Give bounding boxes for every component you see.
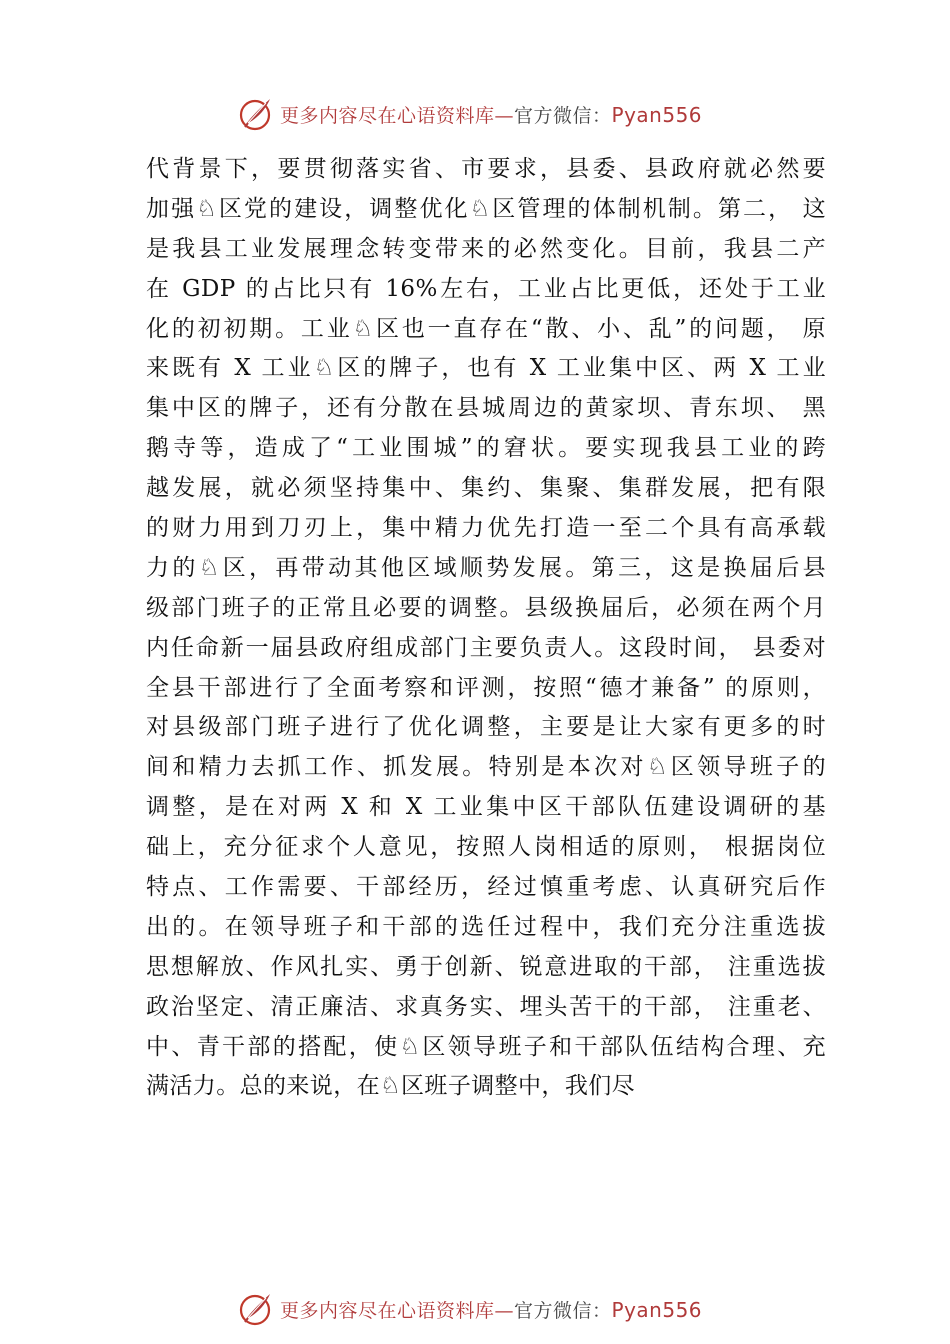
body-text-line: 越发展，就必须坚持集中、集约、集聚、集群发展，把有限	[146, 475, 826, 502]
body-text-line: 集中区的牌子，还有分散在县城周边的黄家坝、青东坝、 黑	[146, 395, 826, 422]
body-text-line: 出的。在领导班子和干部的选任过程中，我们充分注重选拔	[146, 913, 826, 940]
body-text-line: 调整，是在对两 X 和 X 工业集中区干部队伍建设调研的基	[146, 794, 826, 821]
footer-brand-text: 更多内容尽在心语资料库	[280, 1299, 495, 1322]
body-text-line: 内任命新一届县政府组成部门主要负责人。这段时间， 县委对	[146, 634, 826, 661]
body-text-line: 全县干部进行了全面考察和评测，按照“德才兼备” 的原则，	[146, 674, 826, 701]
body-text-line: 满活力。总的来说，在♘区班子调整中，我们尽	[146, 1073, 636, 1100]
body-text-line: 的财力用到刀刃上，集中精力优先打造一至二个具有高承载	[146, 515, 826, 542]
header-wechat-id: Pyan556	[611, 102, 703, 127]
body-text-line: 思想解放、作风扎实、勇于创新、锐意进取的干部， 注重选拔	[146, 953, 826, 980]
body-text-line: 特点、工作需要、干部经历，经过慎重考虑、认真研究后作	[146, 874, 826, 901]
body-text-line: 础上，充分征求个人意见，按照人岗相适的原则， 根据岗位	[146, 834, 826, 861]
footer-banner	[236, 1289, 736, 1329]
body-text-line: 政治坚定、清正廉洁、求真务实、埋头苦干的干部， 注重老、	[146, 993, 826, 1020]
body-text-line: 鹅寺等，造成了“工业围城”的窘状。要实现我县工业的跨	[146, 435, 826, 462]
body-text-line: 级部门班子的正常且必要的调整。县级换届后，必须在两个月	[146, 594, 826, 621]
header-banner-text	[280, 101, 702, 128]
header-banner	[236, 94, 736, 134]
quill-pen-circle-icon	[236, 1289, 276, 1329]
body-text-line: 化的初初期。工业♘区也一直存在“散、小、乱”的问题， 原	[146, 315, 826, 342]
header-brand-text: 更多内容尽在心语资料库	[280, 104, 495, 127]
footer-official-label: 官方微信：	[514, 1299, 612, 1322]
footer-dash: —	[494, 1299, 515, 1322]
body-text-line: 在 GDP 的占比只有 16%左右，工业占比更低，还处于工业	[146, 275, 826, 302]
body-text-line: 是我县工业发展理念转变带来的必然变化。目前，我县二产	[146, 235, 826, 262]
body-text-line: 中、青干部的搭配，使♘区领导班子和干部队伍结构合理、充	[146, 1033, 826, 1060]
header-dash: —	[494, 104, 515, 127]
body-text-line: 对县级部门班子进行了优化调整，主要是让大家有更多的时	[146, 714, 826, 741]
footer-banner-text	[280, 1296, 702, 1323]
footer-wechat-id: Pyan556	[611, 1297, 703, 1322]
body-text-line: 来既有 X 工业♘区的牌子，也有 X 工业集中区、两 X 工业	[146, 355, 826, 382]
body-text-line: 间和精力去抓工作、抓发展。特别是本次对♘区领导班子的	[146, 754, 826, 781]
body-text-line: 加强♘区党的建设，调整优化♘区管理的体制机制。第二， 这	[146, 195, 826, 222]
body-text-line: 力的♘区，再带动其他区域顺势发展。第三，这是换届后县	[146, 554, 826, 581]
header-official-label: 官方微信：	[514, 104, 612, 127]
quill-pen-circle-icon	[236, 94, 276, 134]
document-body	[146, 150, 826, 1107]
body-text-line: 代背景下，要贯彻落实省、市要求，县委、县政府就必然要	[146, 156, 826, 182]
